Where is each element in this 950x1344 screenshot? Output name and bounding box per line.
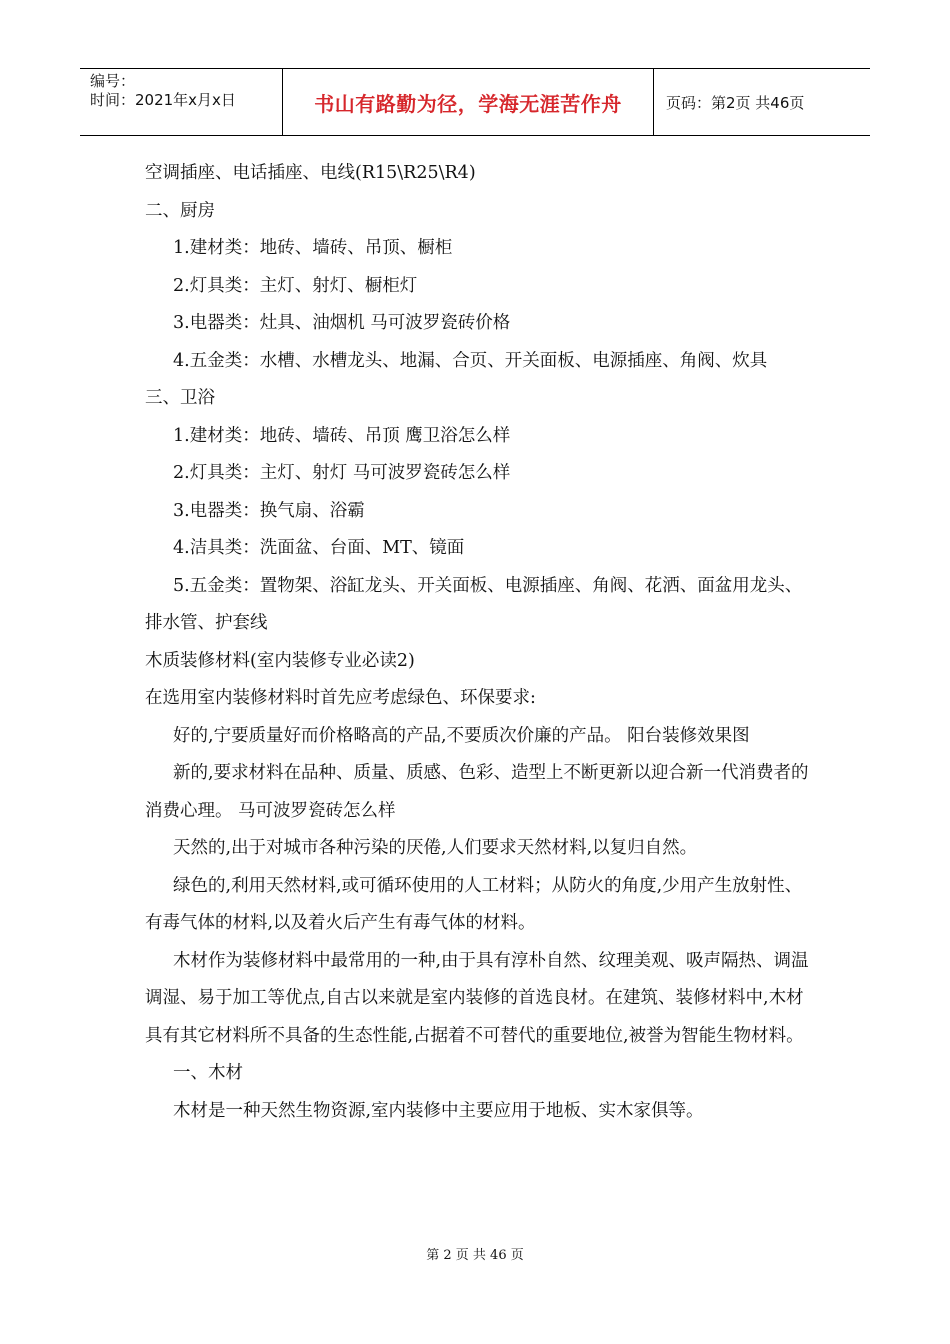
paragraph: 新的,要求材料在品种、质量、质感、色彩、造型上不断更新以迎合新一代消费者的消费心理。 马可波罗瓷砖怎么样: [145, 763, 809, 821]
list-item: 1.建材类：地砖、墙砖、吊顶、橱柜: [173, 238, 453, 258]
paragraph: 在选用室内装修材料时首先应考虑绿色、环保要求:: [145, 688, 536, 708]
list-item: 1.建材类：地砖、墙砖、吊顶 鹰卫浴怎么样: [173, 425, 511, 446]
document-date-label: 时间：2021年x月x日: [90, 91, 236, 109]
list-item: 4.五金类：水槽、水槽龙头、地漏、合页、开关面板、电源插座、角阀、炊具: [173, 350, 768, 371]
paragraph: 天然的,出于对城市各种污染的厌倦,人们要求天然材料,以复归自然。: [173, 838, 698, 858]
list-item: 3.电器类：换气扇、浴霸: [173, 500, 365, 521]
list-item: 2.灯具类：主灯、射灯 马可波罗瓷砖怎么样: [173, 463, 511, 483]
page-header: [80, 68, 870, 136]
body-line: 空调插座、电话插座、电线(R15\R25\R4): [145, 163, 476, 183]
header-meta: [80, 69, 282, 135]
subsection-heading-wood: 一、木材: [173, 1063, 243, 1083]
header-motto: 书山有路勤为径，学海无涯苦作舟: [282, 69, 654, 135]
document-number-label: 编号：: [90, 72, 136, 90]
list-item: 4.洁具类：洗面盆、台面、MT、镜面: [173, 538, 465, 558]
section-heading-kitchen: 二、厨房: [145, 200, 215, 221]
paragraph: 木材是一种天然生物资源,室内装修中主要应用于地板、实木家俱等。: [173, 1100, 704, 1121]
list-item: 5.五金类：置物架、浴缸龙头、开关面板、电源插座、角阀、花洒、面盆用龙头、排水管、护套线: [145, 575, 803, 633]
list-item: 2.灯具类：主灯、射灯、橱柜灯: [173, 275, 418, 296]
list-item: 3.电器类：灶具、油烟机 马可波罗瓷砖价格: [173, 313, 511, 333]
paragraph: 绿色的,利用天然材料,或可循环使用的人工材料；从防火的角度,少用产生放射性、有毒气体的材料,以及着火后产生有毒气体的材料。: [145, 875, 803, 933]
page-footer: 第 2 页 共 46 页: [426, 1248, 524, 1263]
section-heading-bathroom: 三、卫浴: [145, 388, 215, 408]
header-page-code: 页码：第2页 共46页: [666, 93, 805, 112]
paragraph: 木材作为装修材料中最常用的一种,由于具有淳朴自然、纹理美观、吸声隔热、调温调湿、易于加工等优点,自古以来就是室内装修的首选良材。在建筑、装修材料中,木材具有其它材料所不具备的生态性能,占据着不可替代的重要地位,被誉为智能生物材料。: [145, 950, 809, 1046]
document-body: [145, 155, 810, 1130]
paragraph: 好的,宁要质量好而价格略高的产品,不要质次价廉的产品。 阳台装修效果图: [173, 725, 750, 746]
section-title-wood-materials: 木质装修材料(室内装修专业必读2): [145, 650, 415, 671]
